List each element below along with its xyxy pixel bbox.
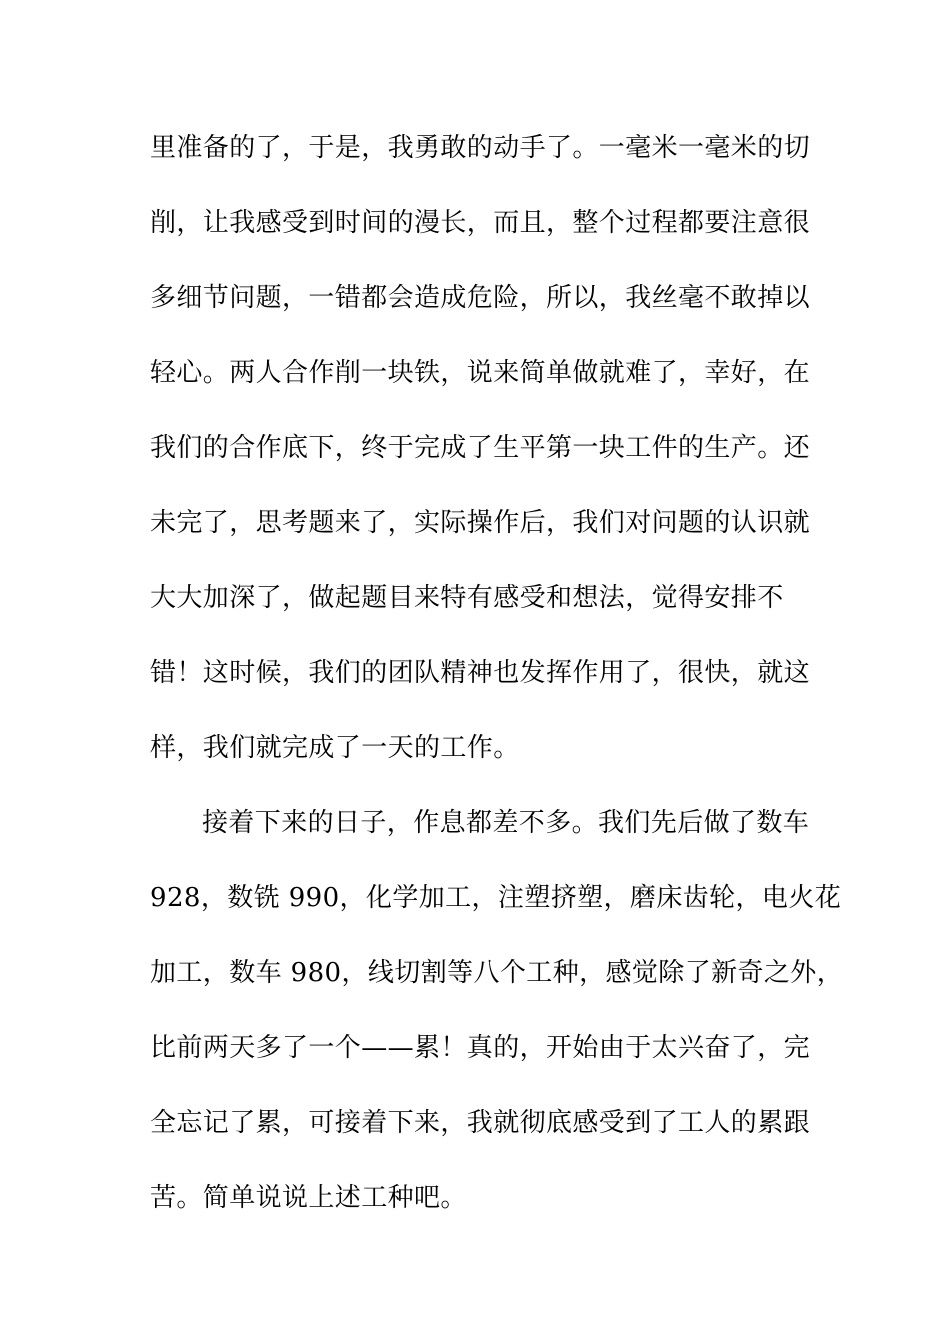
text-line: 大大加深了，做起题目来特有感受和想法，觉得安排不	[150, 583, 784, 613]
text-line: 样，我们就完成了一天的工作。	[150, 733, 520, 763]
text-line: 里准备的了，于是，我勇敢的动手了。一毫米一毫米的切	[150, 133, 811, 163]
text-line: 苦。简单说说上述工种吧。	[150, 1183, 467, 1213]
text-line: 我们的合作底下，终于完成了生平第一块工件的生产。还	[150, 433, 811, 463]
text-line: 错！这时候，我们的团队精神也发挥作用了，很快，就这	[150, 658, 811, 688]
text-line: 加工，数车 980，线切割等八个工种，感觉除了新奇之外，	[150, 958, 844, 988]
text-line: 轻心。两人合作削一块铁，说来简单做就难了，幸好，在	[150, 358, 811, 388]
text-line: 全忘记了累，可接着下来，我就彻底感受到了工人的累跟	[150, 1108, 811, 1138]
text-line: 比前两天多了一个——累！真的，开始由于太兴奋了，完	[150, 1033, 811, 1063]
text-line: 多细节问题，一错都会造成危险，所以，我丝毫不敢掉以	[150, 283, 811, 313]
text-line: 928，数铣 990，化学加工，注塑挤塑，磨床齿轮，电火花	[150, 883, 842, 913]
paragraph-start-line: 接着下来的日子，作息都差不多。我们先后做了数车	[202, 808, 810, 838]
text-line: 未完了，思考题来了，实际操作后，我们对问题的认识就	[150, 508, 811, 538]
text-line: 削，让我感受到时间的漫长，而且，整个过程都要注意很	[150, 208, 811, 238]
